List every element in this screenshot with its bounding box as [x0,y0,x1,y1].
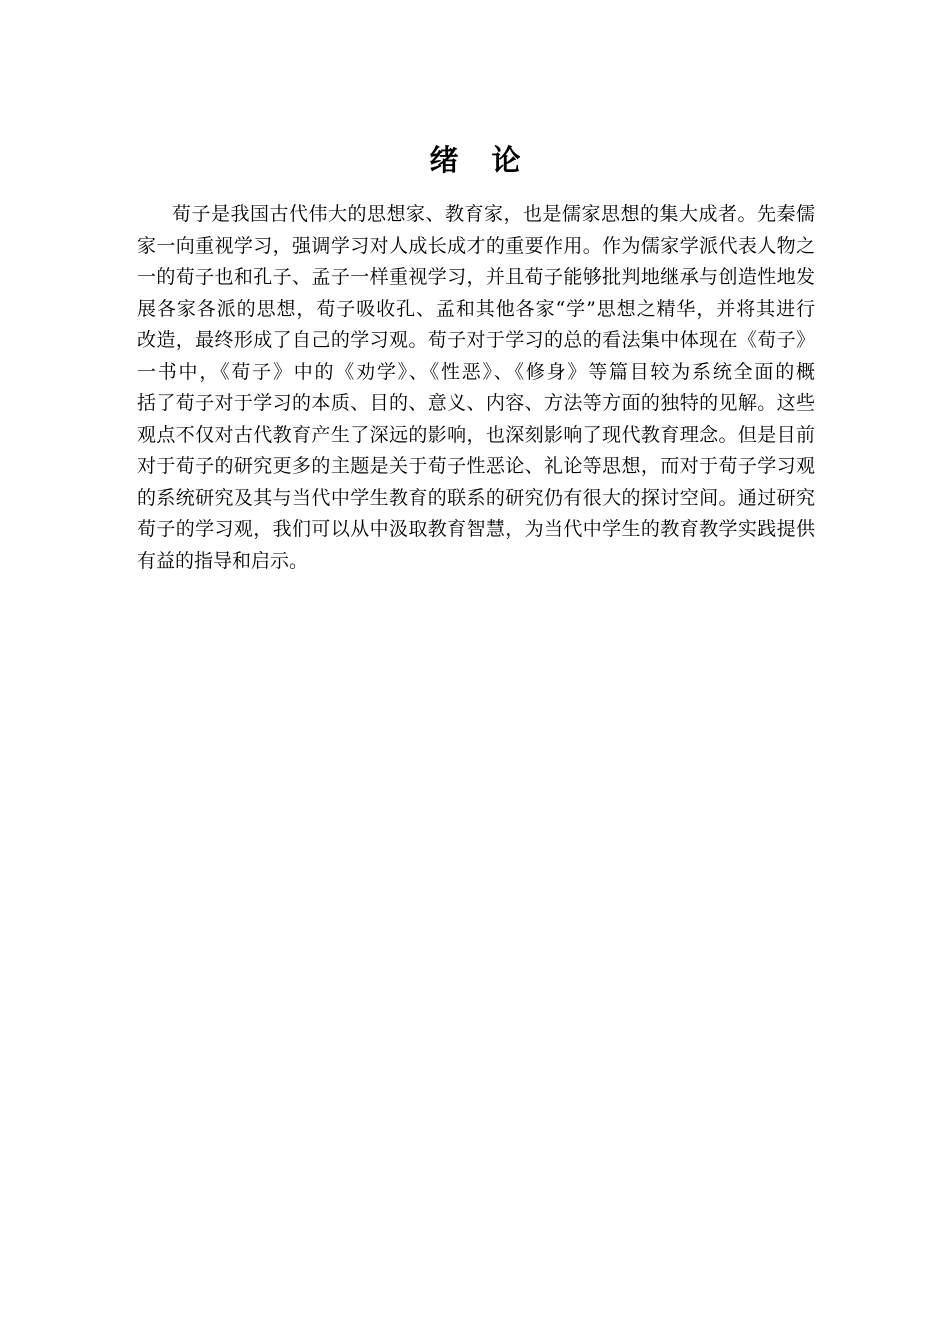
paragraph-line: 一的荀子也和孔子、孟子一样重视学习，并且荀子能够批判地继承与创造性地发 [137,266,815,288]
paragraph-line: 改造，最终形成了自己的学习观。荀子对于学习的总的看法集中体现在《荀子》 [137,329,815,351]
paragraph-line: 的系统研究及其与当代中学生教育的联系的研究仍有很大的探讨空间。通过研究 [137,486,815,509]
paragraph-line: 展各家各派的思想，荀子吸收孔、孟和其他各家“学”思想之精华，并将其进行 [137,297,815,320]
paragraph-line: 对于荀子的研究更多的主题是关于荀子性恶论、礼论等思想，而对于荀子学习观 [137,455,815,477]
intro-paragraph [137,199,815,577]
paragraph-line: 荀子是我国古代伟大的思想家、教育家，也是儒家思想的集大成者。先秦儒 [172,203,815,225]
section-title-char-1: 绪 [429,143,459,177]
paragraph-line: 观点不仅对古代教育产生了深远的影响，也深刻影响了现代教育理念。但是目前 [137,423,815,446]
section-title [0,140,950,180]
paragraph-line: 有益的指导和启示。 [137,549,309,572]
section-title-char-2: 论 [491,143,521,177]
paragraph-line: 括了荀子对于学习的本质、目的、意义、内容、方法等方面的独特的见解。这些 [137,392,815,414]
paragraph-line: 一书中，《荀子》中的《劝学》、《性恶》、《修身》等篇目较为系统全面的概 [137,360,815,383]
paragraph-line: 家一向重视学习，强调学习对人成长成才的重要作用。作为儒家学派代表人物之 [137,234,815,257]
paragraph-line: 荀子的学习观，我们可以从中汲取教育智慧，为当代中学生的教育教学实践提供 [137,518,815,540]
